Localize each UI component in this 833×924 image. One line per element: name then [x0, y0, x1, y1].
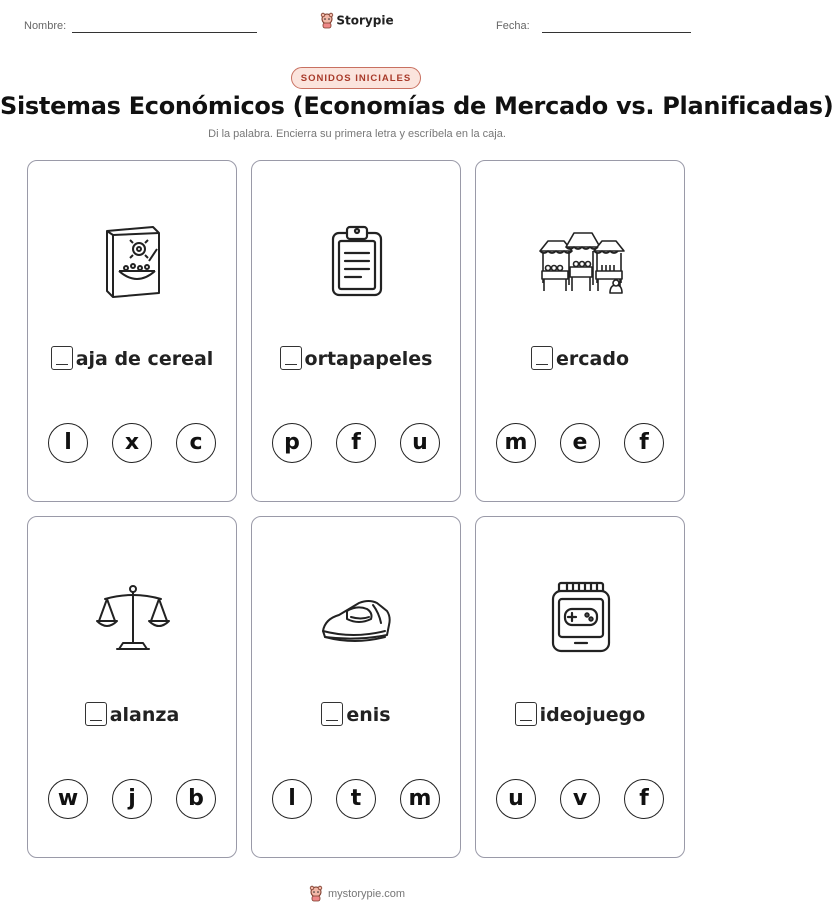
word-card-2: [251, 160, 461, 502]
letter-answer-box[interactable]: [280, 346, 302, 370]
letter-answer-box[interactable]: [51, 346, 73, 370]
letter-choices: [476, 779, 684, 823]
word-remainder: ideojuego: [539, 704, 646, 726]
word-prompt: [28, 702, 236, 726]
letter-choice[interactable]: c: [176, 423, 216, 463]
letter-choice[interactable]: j: [112, 779, 152, 819]
storypie-mascot-icon: [309, 886, 323, 902]
footer: [0, 886, 714, 902]
letter-choice[interactable]: w: [48, 779, 88, 819]
letter-choice[interactable]: p: [272, 423, 312, 463]
word-prompt: [476, 702, 684, 726]
letter-choice[interactable]: m: [496, 423, 536, 463]
video-game-icon: [541, 577, 621, 657]
letter-choice[interactable]: f: [624, 423, 664, 463]
letter-choice[interactable]: u: [496, 779, 536, 819]
shoe-icon: [317, 577, 397, 657]
instructions: Di la palabra. Encierra su primera letra y escríbela en la caja.: [208, 128, 506, 140]
footer-url[interactable]: mystorypie.com: [328, 887, 406, 900]
date-line[interactable]: [542, 32, 691, 33]
letter-answer-box[interactable]: [515, 702, 537, 726]
letter-choice[interactable]: u: [400, 423, 440, 463]
storypie-logo: [0, 13, 714, 29]
letter-choice[interactable]: l: [48, 423, 88, 463]
letter-choices: [252, 423, 460, 467]
logo-text: Storypie: [336, 13, 394, 28]
word-card-1: [27, 160, 237, 502]
letter-choice[interactable]: m: [400, 779, 440, 819]
letter-choices: [252, 779, 460, 823]
word-card-5: [251, 516, 461, 858]
word-remainder: aja de cereal: [75, 348, 214, 370]
letter-choice[interactable]: b: [176, 779, 216, 819]
word-card-3: [475, 160, 685, 502]
word-remainder: ercado: [556, 348, 629, 370]
clipboard-icon: [317, 221, 397, 301]
storypie-mascot-icon: [320, 13, 334, 29]
word-remainder: alanza: [109, 704, 180, 726]
worksheet-title-text: Sistemas Económicos (Economías de Mercado vs. Planificadas): [0, 92, 833, 120]
letter-answer-box[interactable]: [531, 346, 553, 370]
letter-answer-box[interactable]: [321, 702, 343, 726]
letter-choice[interactable]: v: [560, 779, 600, 819]
word-remainder: ortapapeles: [304, 348, 433, 370]
date-label: Fecha:: [496, 20, 530, 32]
word-card-4: [27, 516, 237, 858]
word-card-6: [475, 516, 685, 858]
word-prompt: [28, 346, 236, 370]
letter-choice[interactable]: f: [624, 779, 664, 819]
letter-choices: [28, 423, 236, 467]
word-prompt: [476, 346, 684, 370]
letter-choices: [28, 779, 236, 823]
letter-choice[interactable]: x: [112, 423, 152, 463]
cereal-box-icon: [93, 221, 173, 301]
letter-choice[interactable]: l: [272, 779, 312, 819]
category-badge: SONIDOS INICIALES: [291, 67, 421, 89]
letter-choice[interactable]: t: [336, 779, 376, 819]
letter-answer-box[interactable]: [85, 702, 107, 726]
word-prompt: [252, 702, 460, 726]
word-prompt: [252, 346, 460, 370]
worksheet-title: [0, 92, 833, 126]
word-remainder: enis: [346, 704, 391, 726]
letter-choices: [476, 423, 684, 467]
letter-choice[interactable]: e: [560, 423, 600, 463]
market-stalls-icon: [536, 221, 626, 301]
name-label: Nombre:: [24, 20, 67, 32]
balance-scale-icon: [93, 577, 173, 657]
name-line[interactable]: [72, 32, 257, 33]
letter-choice[interactable]: f: [336, 423, 376, 463]
